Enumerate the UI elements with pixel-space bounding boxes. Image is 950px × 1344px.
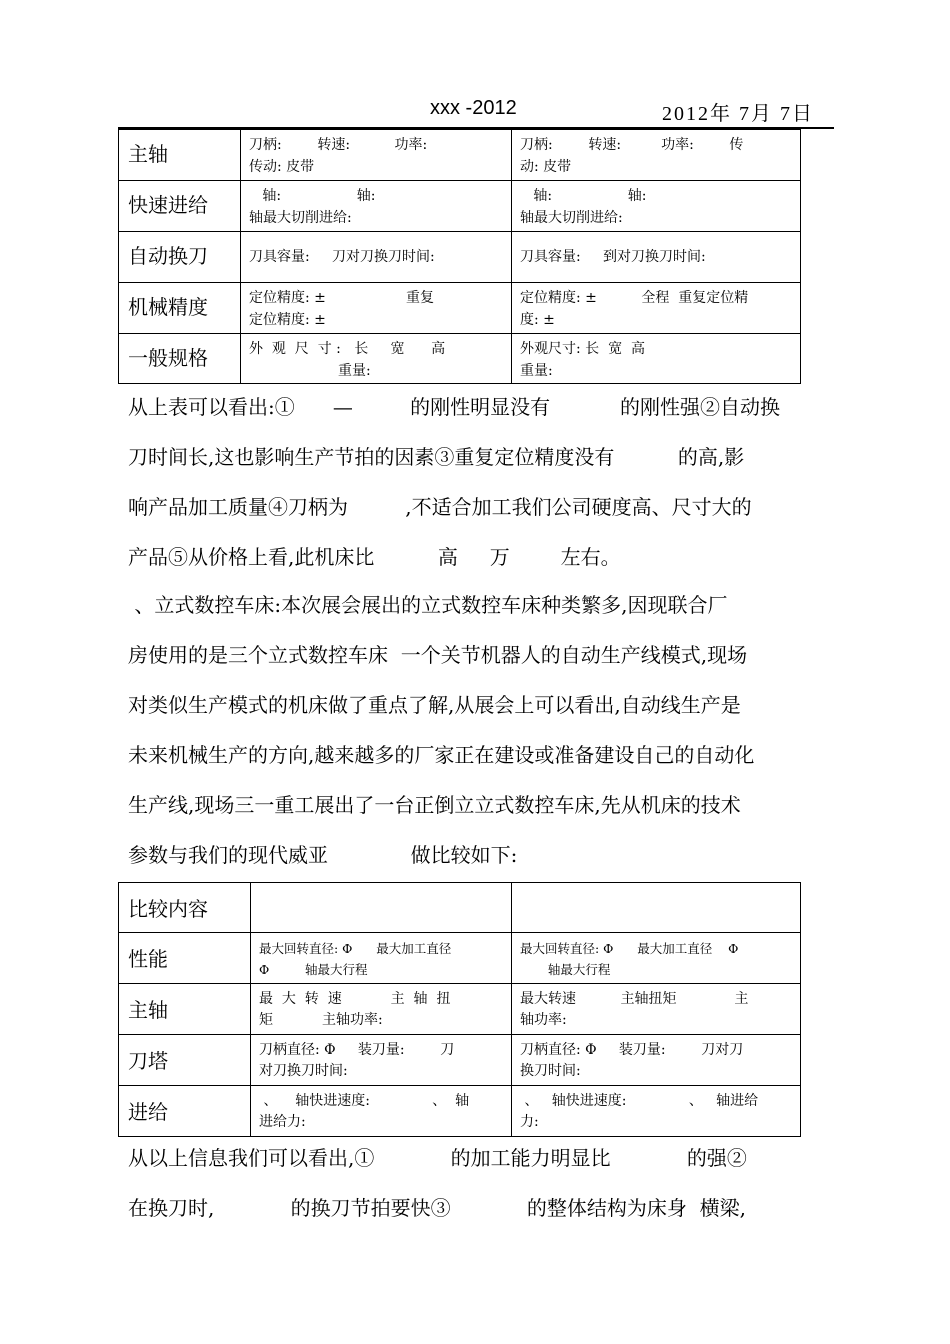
text-line: 响产品加工质量④刀柄为 ,不适合加工我们公司硬度高、尺寸大的 <box>128 495 752 519</box>
row-value-b: 外观尺寸: 长 宽 高 重量: <box>512 334 801 384</box>
table-row <box>119 984 801 1035</box>
paragraph-table2-conclusion <box>128 1133 833 1233</box>
paragraph-table1-conclusion <box>128 382 833 582</box>
text-line: 刀时间长,这也影响生产节拍的因素③重复定位精度没有 的高,影 <box>128 445 745 469</box>
row-label-performance: 性能 <box>119 933 251 984</box>
text-line: 生产线,现场三一重工展出了一台正倒立立式数控车床,先从机床的技术 <box>128 793 741 817</box>
row-value-b: 轴: 轴: 轴最大切削进给: <box>512 181 801 232</box>
paragraph-vertical-lathe <box>128 580 833 880</box>
row-value-b: 最大转速 主轴扭矩 主 轴功率: <box>512 984 801 1035</box>
text-line: 在换刀时, 的换刀节拍要快③ 的整体结构为床身 横梁, <box>128 1196 747 1220</box>
row-value-a: 刀柄: 转速: 功率: 传动: 皮带 <box>241 130 512 181</box>
row-value-b: 刀柄: 转速: 功率: 传 动: 皮带 <box>512 130 801 181</box>
table-row <box>119 283 801 334</box>
row-value-a: 刀具容量: 刀对刀换刀时间: <box>241 232 512 283</box>
document-code: xxx -2012 <box>430 97 517 119</box>
text-line: 从以上信息我们可以看出,① 的加工能力明显比 的强② <box>128 1146 747 1170</box>
row-value-a: 刀柄直径: Φ 装刀量: 刀 对刀换刀时间: <box>251 1035 512 1086</box>
text-line: 参数与我们的现代威亚 做比较如下: <box>128 843 518 867</box>
row-label-general-specs: 一般规格 <box>119 334 241 384</box>
table-row <box>119 1035 801 1086</box>
table-row <box>119 334 801 384</box>
row-label-turret: 刀塔 <box>119 1035 251 1086</box>
row-value-a: 最大回转直径: Φ 最大加工直径 Φ 轴最大行程 <box>251 933 512 984</box>
row-label-tool-change: 自动换刀 <box>119 232 241 283</box>
row-value-a: 、 轴快进速度: 、 轴 进给力: <box>251 1086 512 1137</box>
text-line: 未来机械生产的方向,越来越多的厂家正在建设或准备建设自己的自动化 <box>128 743 755 767</box>
text-line: 从上表可以看出:① — 的刚性明显没有 的刚性强②自动换 <box>128 395 781 419</box>
row-value-b: 刀具容量: 到对刀换刀时间: <box>512 232 801 283</box>
text-line: 、立式数控车床:本次展会展出的立式数控车床种类繁多,因现联合厂 <box>128 593 728 617</box>
text-line: 房使用的是三个立式数控车床 一个关节机器人的自动生产线模式,现场 <box>128 643 748 667</box>
table-row <box>119 933 801 984</box>
row-label-rapid-feed: 快速进给 <box>119 181 241 232</box>
row-label-spindle: 主轴 <box>119 130 241 181</box>
row-value-b <box>512 883 801 933</box>
row-value-a: 外 观 尺 寸 : 长 宽 高 重量: <box>241 334 512 384</box>
row-label-comparison: 比较内容 <box>119 883 251 933</box>
row-value-b: 刀柄直径: Φ 装刀量: 刀对刀 换刀时间: <box>512 1035 801 1086</box>
table-row <box>119 232 801 283</box>
row-value-a: 最 大 转 速 主 轴 扭 矩 主轴功率: <box>251 984 512 1035</box>
row-value-a: 轴: 轴: 轴最大切削进给: <box>241 181 512 232</box>
text-line: 产品⑤从价格上看,此机床比 高 万 左右。 <box>128 545 621 569</box>
row-label-spindle: 主轴 <box>119 984 251 1035</box>
text-line: 对类似生产模式的机床做了重点了解,从展会上可以看出,自动线生产是 <box>128 693 741 717</box>
row-label-feed: 进给 <box>119 1086 251 1137</box>
table-row <box>119 883 801 933</box>
table-row <box>119 130 801 181</box>
table-row <box>119 181 801 232</box>
row-value-a <box>251 883 512 933</box>
row-value-b: 、 轴快进速度: 、 轴进给 力: <box>512 1086 801 1137</box>
row-value-a: 定位精度: ± 重复 定位精度: ± <box>241 283 512 334</box>
vertical-lathe-comparison-table <box>118 882 801 1137</box>
table-row <box>119 1086 801 1137</box>
document-date: 2012年 7月 7日 <box>662 103 814 125</box>
machining-center-comparison-table <box>118 129 801 384</box>
row-value-b: 最大回转直径: Φ 最大加工直径 Φ 轴最大行程 <box>512 933 801 984</box>
row-value-b: 定位精度: ± 全程 重复定位精 度: ± <box>512 283 801 334</box>
row-label-accuracy: 机械精度 <box>119 283 241 334</box>
